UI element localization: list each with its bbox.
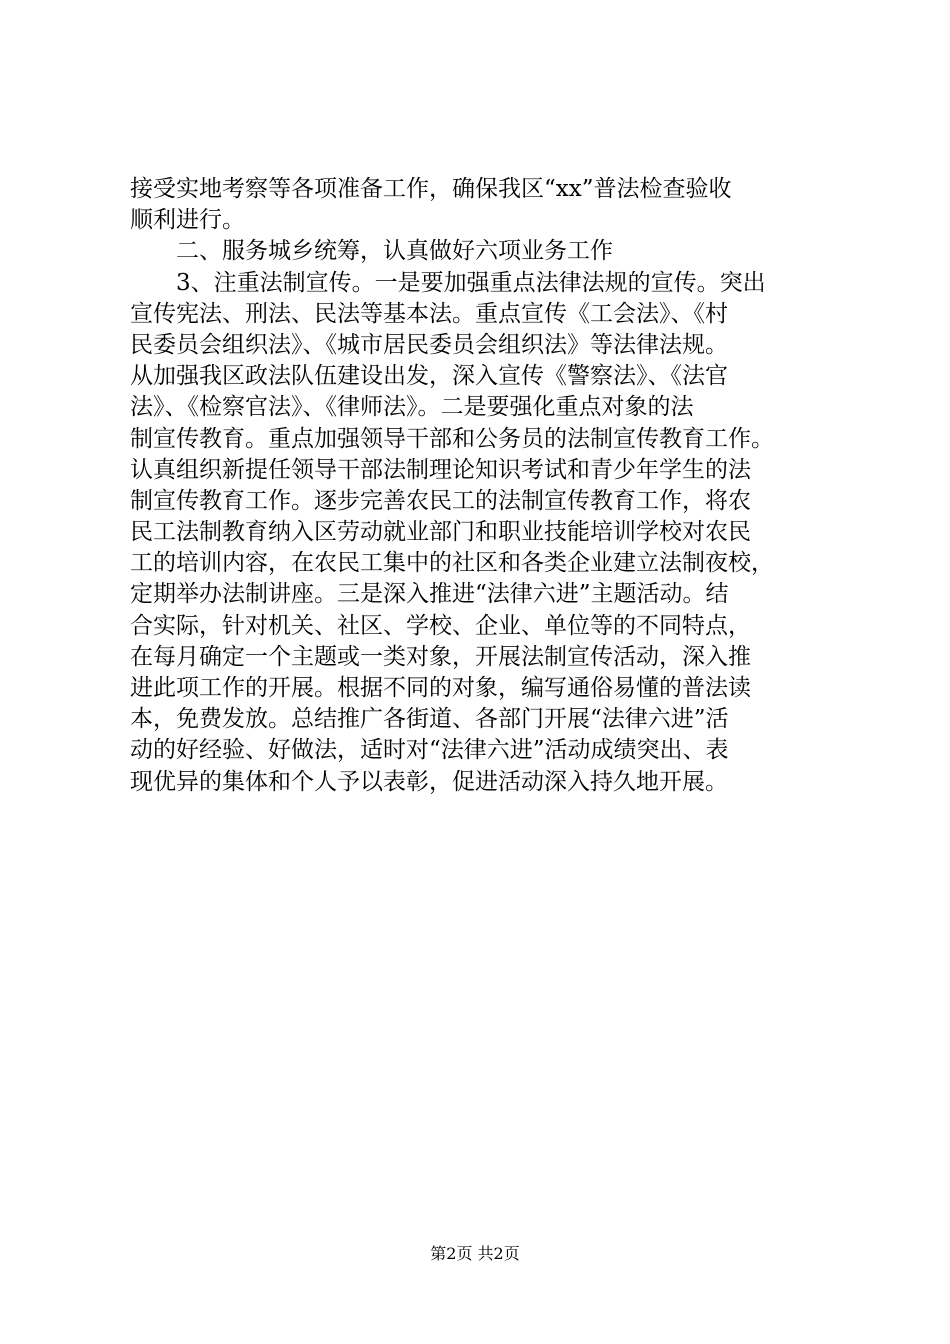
document-body — [130, 174, 830, 798]
text-line: 本，免费发放。总结推广各街道、各部门开展“法律六进”活 — [130, 706, 729, 733]
text-line: 工的培训内容，在农民工集中的社区和各类企业建立法制夜校， — [130, 550, 774, 577]
text-line: 接受实地考察等各项准备工作，确保我区“xx”普法检查验收 — [130, 176, 732, 202]
section-heading: 二、服务城乡统筹，认真做好六项业务工作 — [176, 238, 613, 265]
text-line: 制宣传教育。重点加强领导干部和公务员的法制宣传教育工作。 — [130, 425, 774, 452]
text-line: 法》、《检察官法》、《律师法》。二是要强化重点对象的法 — [130, 394, 694, 421]
text-line: 宣传宪法、刑法、民法等基本法。重点宣传《工会法》、《村 — [130, 300, 728, 327]
text-line: 民委员会组织法》、《城市居民委员会组织法》等法律法规。 — [130, 331, 728, 358]
text-line: 民工法制教育纳入区劳动就业部门和职业技能培训学校对农民 — [130, 519, 751, 546]
text-line: 定期举办法制讲座。三是深入推进“法律六进”主题活动。结 — [130, 581, 729, 608]
text-line: 顺利进行。 — [130, 207, 245, 234]
page-number-footer: 第2页 共2页 — [430, 1244, 520, 1263]
text-line: 动的好经验、好做法，适时对“法律六进”活动成绩突出、表 — [130, 737, 729, 764]
text-line: 3、注重法制宣传。一是要加强重点法律法规的宣传。突出 — [176, 269, 766, 296]
text-line: 合实际，针对机关、社区、学校、企业、单位等的不同特点， — [130, 612, 751, 639]
text-line: 认真组织新提任领导干部法制理论知识考试和青少年学生的法 — [130, 456, 751, 483]
text-line: 现优异的集体和个人予以表彰，促进活动深入持久地开展。 — [130, 768, 728, 795]
text-line: 从加强我区政法队伍建设出发，深入宣传《警察法》、《法官 — [130, 363, 728, 390]
text-line: 进此项工作的开展。根据不同的对象，编写通俗易懂的普法读 — [130, 675, 751, 701]
text-line: 制宣传教育工作。逐步完善农民工的法制宣传教育工作，将农 — [130, 487, 751, 514]
text-line: 在每月确定一个主题或一类对象，开展法制宣传活动，深入推 — [130, 643, 751, 670]
